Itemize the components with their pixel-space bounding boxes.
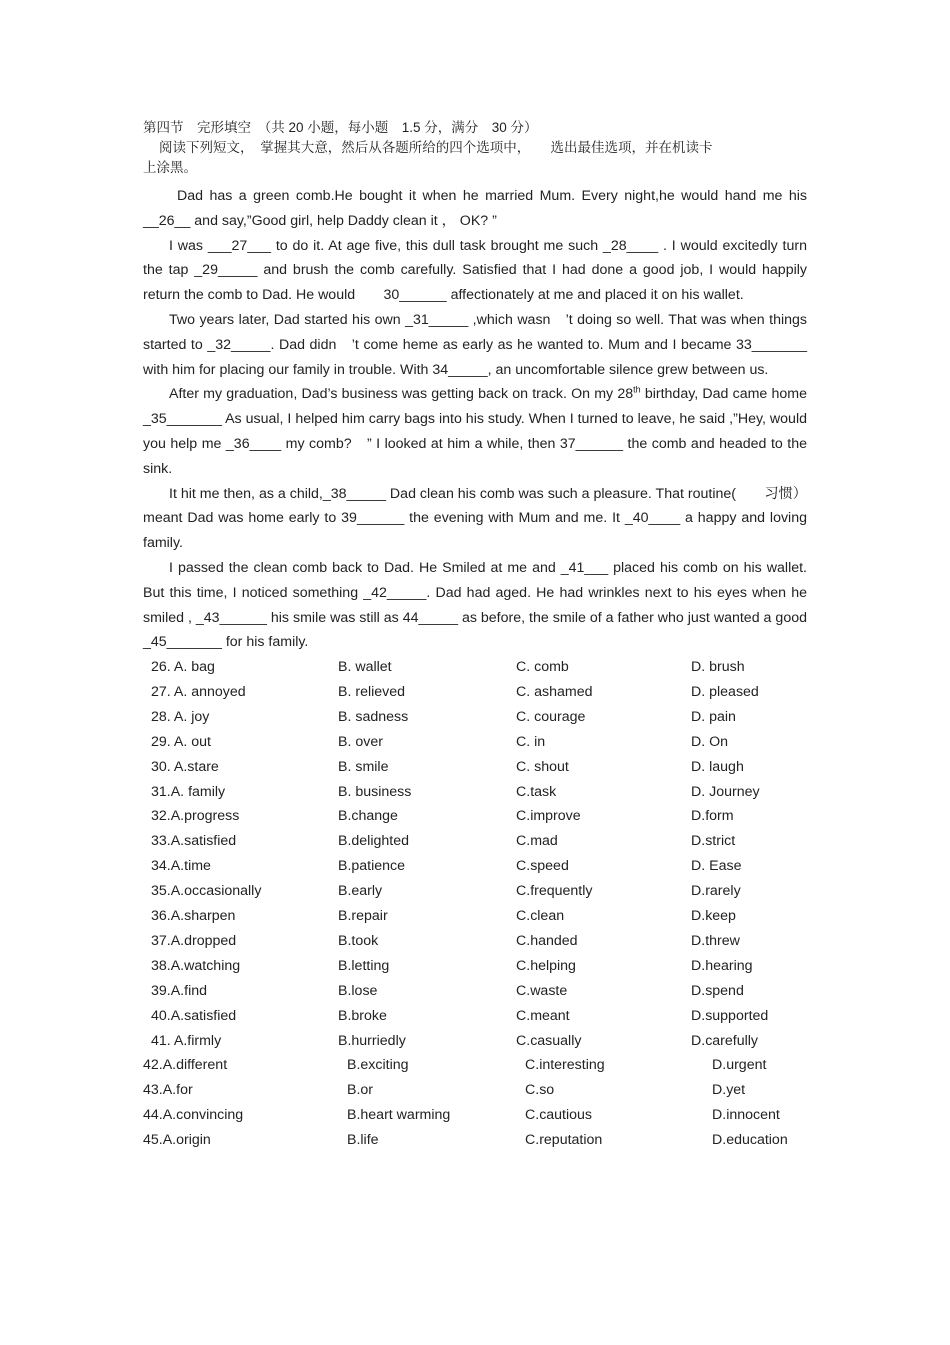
- option-b: B.life: [347, 1132, 379, 1149]
- option-a: 35.A.occasionally: [151, 883, 262, 900]
- option-row: [143, 655, 807, 680]
- option-row: [143, 854, 807, 879]
- option-d: D.form: [691, 808, 734, 825]
- option-a: 43.A.for: [143, 1082, 193, 1099]
- passage-paragraph-3: Two years later, Dad started his own _31_____ ,which wasn ’t doing so well. That was when things started to _32_____. Dad didn ’t come heme as early as he wanted to. Mum and I became 33_______ with him for placing our family in trouble. With 34_____, an uncomfortable silence grew between us.: [143, 311, 807, 378]
- option-row: [143, 1029, 807, 1054]
- option-c: C.mad: [516, 833, 558, 850]
- option-d: D.supported: [691, 1007, 769, 1024]
- option-d: D.strict: [691, 833, 736, 850]
- option-c: C.cautious: [525, 1107, 593, 1124]
- option-d: D. pain: [691, 708, 736, 725]
- passage-paragraph-2: I was ___27___ to do it. At age five, this dull task brought me such _28____ . I would excitedly turn the tap _29_____ and brush the comb carefully. Satisfied that I had done a good job, I would happily return the comb to Dad. He would 30______ affectionately at me and placed it on his wallet.: [143, 237, 807, 304]
- option-c: C.interesting: [525, 1057, 605, 1074]
- option-b: B.broke: [338, 1007, 387, 1024]
- instruction-text-continued: 上涂黑。: [143, 160, 197, 175]
- passage-paragraph-4: [143, 382, 807, 481]
- option-b: B. business: [338, 783, 412, 800]
- option-d: D.urgent: [712, 1057, 767, 1074]
- option-a: 42.A.different: [143, 1057, 228, 1074]
- option-row: [143, 829, 807, 854]
- option-c: C.frequently: [516, 883, 593, 900]
- option-a: 45.A.origin: [143, 1132, 211, 1149]
- option-b: B.lose: [338, 982, 378, 999]
- option-row: [143, 1078, 807, 1103]
- option-c: C. comb: [516, 659, 569, 676]
- option-b: B.change: [338, 808, 398, 825]
- passage-paragraph-4-start: After my graduation, Dad’s business was getting back on track. On my 28: [169, 386, 634, 403]
- option-a: 26. A. bag: [151, 659, 215, 676]
- option-b: B.or: [347, 1082, 374, 1099]
- option-a: 37.A.dropped: [151, 932, 237, 949]
- option-row: [143, 1103, 807, 1128]
- option-row: [143, 929, 807, 954]
- option-a: 39.A.find: [151, 982, 208, 999]
- exam-page: [143, 118, 807, 1153]
- section-header: [143, 118, 807, 178]
- passage-paragraph-1: Dad has a green comb.He bought it when he married Mum. Every night,he would hand me his __26__ and say,”Good girl, help Daddy clean it ， OK? ”: [143, 188, 807, 229]
- option-row: [143, 1128, 807, 1153]
- option-row: [143, 904, 807, 929]
- option-row: [143, 730, 807, 755]
- option-c: C.helping: [516, 957, 576, 974]
- option-d: D.yet: [712, 1082, 746, 1099]
- option-a: 30. A.stare: [151, 758, 219, 775]
- option-a: 44.A.convincing: [143, 1107, 244, 1124]
- option-row: [143, 705, 807, 730]
- option-c: C.so: [525, 1082, 555, 1099]
- option-c: C. shout: [516, 758, 569, 775]
- option-c: C.waste: [516, 982, 568, 999]
- option-d: D. pleased: [691, 684, 759, 701]
- option-d: D.innocent: [712, 1107, 780, 1124]
- option-c: C.meant: [516, 1007, 570, 1024]
- option-b: B.exciting: [347, 1057, 409, 1074]
- option-c: C.reputation: [525, 1132, 603, 1149]
- option-d: D. laugh: [691, 758, 744, 775]
- option-a: 40.A.satisfied: [151, 1007, 237, 1024]
- option-d: D. Ease: [691, 858, 742, 875]
- option-a: 32.A.progress: [151, 808, 240, 825]
- option-c: C. in: [516, 733, 546, 750]
- option-c: C.clean: [516, 908, 565, 925]
- option-a: 41. A.firmly: [151, 1032, 222, 1049]
- option-a: 36.A.sharpen: [151, 908, 236, 925]
- option-b: B.took: [338, 932, 379, 949]
- option-c: C.task: [516, 783, 557, 800]
- option-c: C. ashamed: [516, 684, 593, 701]
- option-a: 34.A.time: [151, 858, 211, 875]
- option-b: B. sadness: [338, 708, 409, 725]
- passage-paragraph-5: It hit me then, as a child,_38_____ Dad clean his comb was such a pleasure. That routine( 习惯） meant Dad was home early to 39______ the evening with Mum and me. It _40____ a happy and loving family.: [143, 485, 807, 552]
- option-a: 28. A. joy: [151, 708, 210, 725]
- option-b: B. over: [338, 733, 383, 750]
- option-row: [143, 780, 807, 805]
- passage-paragraph-4-end: birthday, Dad came home _35_______ As usual, I helped him carry bags into his study. When I turned to leave, he said ,”Hey, would you help me _36____ my comb? ” I looked at him a while, then 37______ the comb and headed to the sink.: [143, 386, 807, 477]
- cloze-passage: [143, 184, 807, 655]
- option-c: C.handed: [516, 932, 578, 949]
- option-d: D.rarely: [691, 883, 741, 900]
- option-b: B.repair: [338, 908, 388, 925]
- option-d: D.spend: [691, 982, 744, 999]
- option-row: [143, 1004, 807, 1029]
- option-b: B.patience: [338, 858, 406, 875]
- passage-paragraph-6: I passed the clean comb back to Dad. He Smiled at me and _41___ placed his comb on his wallet. But this time, I noticed something _42_____. Dad had aged. He had wrinkles next to his eyes when he smiled , _43______ his smile was still as 44_____ as before, the smile of a father who just wanted a good _45_______ for his family.: [143, 559, 807, 651]
- instruction-text: 阅读下列短文， 掌握其大意，然后从各题所给的四个选项中， 选出最佳选项，并在机读卡: [159, 140, 713, 155]
- option-d: D.hearing: [691, 957, 753, 974]
- option-c: C.casually: [516, 1032, 582, 1049]
- option-c: C. courage: [516, 708, 586, 725]
- option-d: D. brush: [691, 659, 745, 676]
- option-b: B. smile: [338, 758, 389, 775]
- option-d: D.keep: [691, 908, 736, 925]
- option-d: D.carefully: [691, 1032, 759, 1049]
- option-b: B.letting: [338, 957, 390, 974]
- option-row: [143, 680, 807, 705]
- option-a: 31.A. family: [151, 783, 226, 800]
- option-d: D. On: [691, 733, 729, 750]
- option-row: [143, 979, 807, 1004]
- option-b: B.heart warming: [347, 1107, 451, 1124]
- section-title: 第四节 完形填空 （共 20 小题，每小题 1.5 分，满分 30 分）: [143, 120, 538, 135]
- option-d: D.education: [712, 1132, 788, 1149]
- option-row: [143, 954, 807, 979]
- option-d: D.threw: [691, 932, 740, 949]
- option-b: B.hurriedly: [338, 1032, 406, 1049]
- option-b: B. relieved: [338, 684, 406, 701]
- option-b: B. wallet: [338, 659, 392, 676]
- option-row: [143, 879, 807, 904]
- option-d: D. Journey: [691, 783, 760, 800]
- option-a: 38.A.watching: [151, 957, 241, 974]
- option-a: 33.A.satisfied: [151, 833, 237, 850]
- ordinal-suffix: th: [633, 384, 641, 395]
- option-b: B.delighted: [338, 833, 409, 850]
- option-row: [143, 804, 807, 829]
- option-a: 29. A. out: [151, 733, 211, 750]
- answer-options: [143, 655, 807, 1153]
- option-a: 27. A. annoyed: [151, 684, 246, 701]
- option-c: C.improve: [516, 808, 581, 825]
- option-c: C.speed: [516, 858, 569, 875]
- option-row: [143, 1053, 807, 1078]
- option-row: [143, 755, 807, 780]
- option-b: B.early: [338, 883, 383, 900]
